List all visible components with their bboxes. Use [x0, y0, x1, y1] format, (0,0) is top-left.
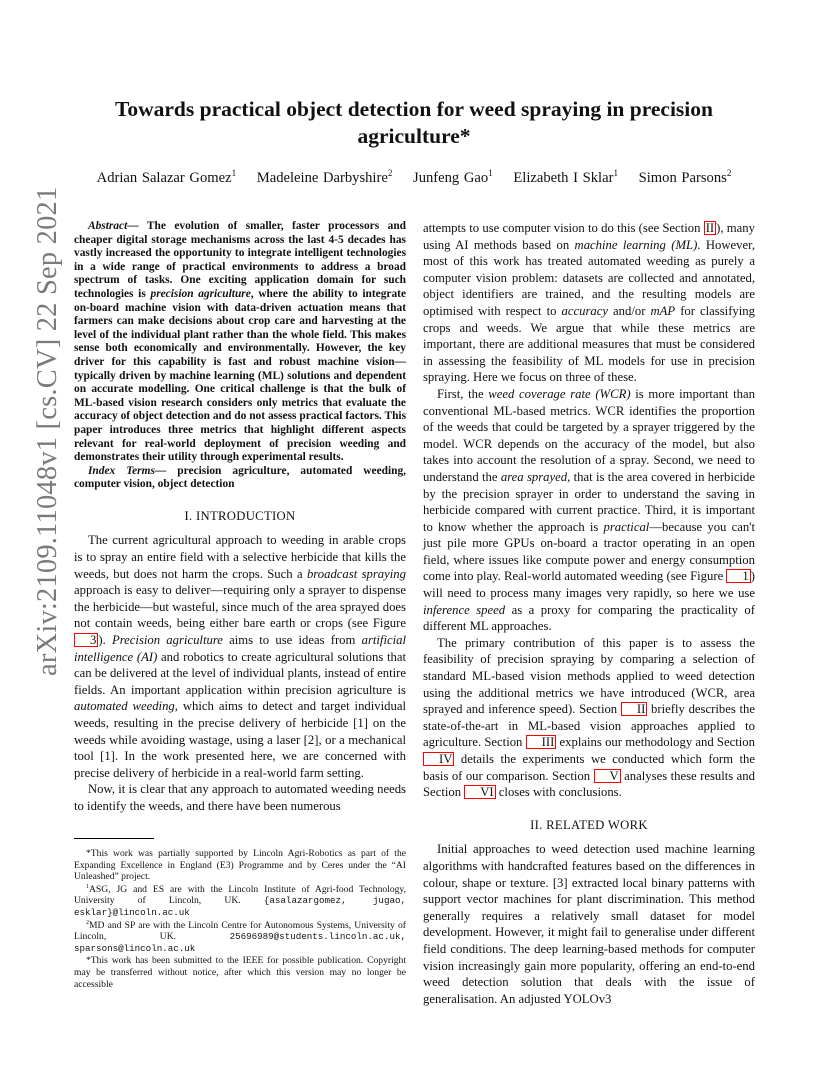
author: Madeleine Darbyshire$^2$ — [256, 168, 393, 186]
author: Elizabeth I Sklar$^1$ — [513, 168, 618, 186]
section-ref-link[interactable]: V — [594, 769, 621, 783]
section-heading-related-work: II. RELATED WORK — [530, 817, 648, 832]
intro-paragraph: The current agricultural approach to weeding in arable crops is to spray an entire field with a selective herbicide that kills the weeds, but does not harm the crops. Such a broadcast spraying approach is easy to deliver—requiring only a sprayer to dispense the herbicide—but wasteful, since much of the area sprayed does not contain weeds, being either bare earth or crops (see Figure 3 ). Precision agriculture aims to use ideas from artificial intelligence (AI) and robotics to create agricultural solutions that can be delivered at the level of individual plants, instead of entire fields. An important application within precision agriculture is automated weeding, which aims to detect and target individual weeds, resulting in the precise delivery of herbicide [1] on the weeds while avoiding wastage, using a laser [2], or a mechanical tool [1]. In the work presented here, we are concerned with precise delivery of herbicide in a real-world farm setting. — [74, 533, 406, 780]
author: Simon Parsons$^2$ — [638, 168, 732, 186]
footnotes — [74, 848, 406, 991]
section-ref-link[interactable]: IV — [423, 752, 454, 766]
section-ref-link[interactable]: II — [621, 702, 647, 716]
author: Junfeng Gao$^1$ — [413, 168, 493, 186]
left-column — [74, 220, 406, 815]
section-ref-link[interactable]: VI — [464, 785, 495, 799]
footnote: *This work has been submitted to the IEEE for possible publication. Copyright may be transferred without notice, after which this version may no longer be accessible — [74, 955, 406, 990]
footnote: $^1$ASG, JG and ES are with the Lincoln Institute of Agri-food Technology, University of Lincoln, UK. {asalazargomez, jugao, esklar}@lincoln.ac.uk — [74, 883, 406, 918]
intro-paragraph: Now, it is clear that any approach to automated weeding needs to identify the weeds, and there have been numerous — [74, 782, 406, 813]
index-terms: Index Terms— precision agriculture, automated weeding, computer vision, object detection — [74, 464, 406, 491]
intro-paragraph: attempts to use computer vision to do this (see Section II ), many using AI methods based on machine learning (ML). However, most of this work has treated automated weeding as purely a computer vision problem: datasets are collected and annotated, object identifiers are trained, and the resulting models are optimised with respect to accuracy and/or mAP for classifying crops and weeds. We argue that while these metrics are important, there are additional measures that must be considered in assessing the feasibility of ML models for use in precision spraying. Here we focus on three of these. — [423, 221, 755, 385]
section-heading-introduction: I. INTRODUCTION — [184, 508, 296, 523]
section-ref-link[interactable]: III — [526, 735, 557, 749]
figure-ref-link[interactable]: 1 — [726, 569, 750, 583]
intro-paragraph: The primary contribution of this paper is to assess the feasibility of precision spraying by comparing a selection of standard ML-based vision methods applied to weed detection using the additional metrics we have introduced (WCR, area sprayed and inference speed). Section II briefly describes the state-of-the-art in ML-based vision approaches applied to agriculture. Section III explains our methodology and Section IV details the experiments we conducted which form the basis of our comparison. Section V analyses these results and Section VI closes with conclusions. — [423, 635, 755, 800]
intro-paragraph: First, the weed coverage rate (WCR) is more important than conventional ML-based metrics. WCR identifies the proportion of the weeds that could be targeted by a sprayer triggered by the model. WCR depends on the accuracy of the model, but also takes into account the resolution of a spray. Second, we need to understand the area sprayed, that is the area covered in herbicide by the precision sprayer in order to understand the saving in herbicide compared with current practice. Third, it is important to know whether the approach is practical—because you can't just pile more GPUs on-board a tractor operating in an open field, where issues like compute power and energy consumption come into play. Real-world automated weeding (see Figure 1 ) will need to process many images very rapidly, so here we use inference speed as a proxy for comparing the practicality of different ML approaches. — [423, 386, 755, 634]
footnote: $^2$MD and SP are with the Lincoln Centre for Autonomous Systems, University of Lincoln, UK. 25696989@students.lincoln.ac.uk, sparsons@lincoln.ac.uk — [74, 919, 406, 954]
paper-title: Towards practical object detection for weed spraying in precision agriculture* — [115, 97, 713, 148]
section-ref-link[interactable]: II — [705, 221, 715, 235]
arxiv-stamp: arXiv:2109.11048v1 [cs.CV] 22 Sep 2021 — [32, 186, 63, 676]
footnote-rule — [74, 838, 154, 839]
author-list — [60, 170, 768, 187]
abstract: Abstract— The evolution of smaller, faster processors and cheaper digital storage mechanisms across the last 4-5 decades has vastly increased the opportunity to integrate intelligent technologies in a wide range of practical environments to address a broad spectrum of tasks. One exciting application domain for such technologies is precision agriculture, where the ability to integrate on-board machine vision with data-driven actuation means that farmers can make decisions about crop care and harvesting at the level of the individual plant rather than the whole field. This makes sense both economically and environmentally. However, the key driver for this capability is fast and robust machine vision—typically driven by machine learning (ML) solutions and dependent on accurate modelling. One critical challenge is that the bulk of ML-based vision research considers only metrics that evaluate the accuracy of object detection and do not assess practical factors. This paper introduces three metrics that highlight different aspects relevant for real-world deployment of precision weeding and demonstrates their utility through experimental results. — [74, 220, 407, 464]
related-paragraph: Initial approaches to weed detection used machine learning algorithms with handcrafted features based on the differences in colour, shape or texture. [3] extracted local binary patterns with support vector machines for plant discrimination. This method generally requires a relatively small dataset for model development. However, it might fail to generalise under different field conditions. The deep learning-based methods for computer vision increasingly gain more popularity, offering an end-to-end weed detection solution that deals with the issue of generalisation. An adjusted YOLOv3 — [423, 842, 755, 1006]
footnote: *This work was partially supported by Lincoln Agri-Robotics as part of the Expanding Excellence in England (E3) Programme and by Ceres under the “AI Unleashed” project. — [74, 848, 406, 883]
figure-ref-link[interactable]: 3 — [74, 633, 98, 647]
right-column — [423, 220, 755, 1007]
author: Adrian Salazar Gomez$^1$ — [96, 168, 237, 186]
